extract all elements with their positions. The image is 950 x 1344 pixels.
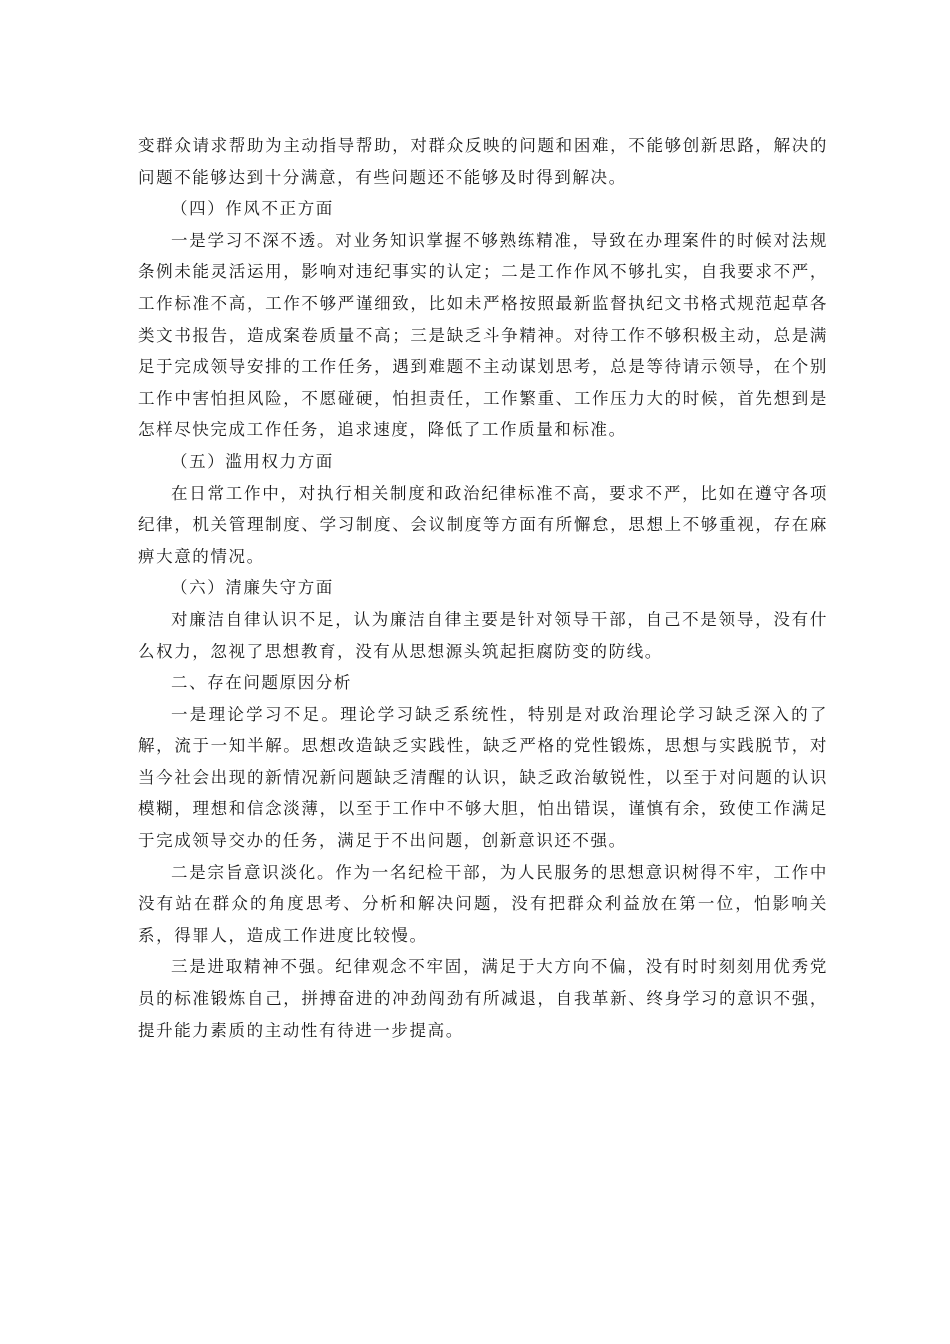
document-body (138, 130, 828, 1046)
paragraph-purpose-awareness: 二是宗旨意识淡化。作为一名纪检干部，为人民服务的思想意识树得不牢，工作中没有站在群众的角度思考、分析和解决问题，没有把群众利益放在第一位，怕影响关系，得罪人，造成工作进度比较慢。 (138, 862, 828, 945)
paragraph-work-style: 一是学习不深不透。对业务知识掌握不够熟练精准，导致在办理案件的时候对法规条例未能灵活运用，影响对违纪事实的认定；二是工作作风不够扎实，自我要求不严，工作标准不高，工作不够严谨细致，比如未严格按照最新监督执纪文书格式规范起草各类文书报告，造成案卷质量不高；三是缺乏斗争精神。对待工作不够积极主动，总是满足于完成领导安排的工作任务，遇到难题不主动谋划思考，总是等待请示领导，在个别工作中害怕担风险，不愿碰硬，怕担责任，工作繁重、工作压力大的时候，首先想到是怎样尽快完成工作任务，追求速度，降低了工作质量和标准。 (138, 230, 828, 440)
paragraph-enterprising-spirit: 三是进取精神不强。纪律观念不牢固，满足于大方向不偏，没有时时刻刻用优秀党员的标准锻炼自己，拼搏奋进的冲劲闯劲有所减退，自我革新、终身学习的意识不强，提升能力素质的主动性有待进一步提高。 (138, 957, 828, 1040)
paragraph-abuse-of-power: 在日常工作中，对执行相关制度和政治纪律标准不高，要求不严，比如在遵守各项纪律，机关管理制度、学习制度、会议制度等方面有所懈怠，思想上不够重视，存在麻痹大意的情况。 (138, 483, 828, 566)
section-heading-4: （四）作风不正方面 (171, 199, 334, 219)
paragraph-continuation: 变群众请求帮助为主动指导帮助，对群众反映的问题和困难，不能够创新思路，解决的问题不能够达到十分满意，有些问题还不能够及时得到解决。 (138, 136, 828, 187)
section-heading-cause-analysis: 二、存在问题原因分析 (171, 673, 352, 693)
section-heading-6: （六）清廉失守方面 (171, 578, 334, 598)
paragraph-integrity: 对廉洁自律认识不足，认为廉洁自律主要是针对领导干部，自己不是领导，没有什么权力，忽视了思想教育，没有从思想源头筑起拒腐防变的防线。 (138, 609, 828, 661)
section-heading-5: （五）滥用权力方面 (171, 451, 334, 471)
paragraph-theory-study: 一是理论学习不足。理论学习缺乏系统性，特别是对政治理论学习缺乏深入的了解，流于一知半解。思想改造缺乏实践性，缺乏严格的党性锻炼，思想与实践脱节，对当今社会出现的新情况新问题缺乏清醒的认识，缺乏政治敏锐性，以至于对问题的认识模糊，理想和信念淡薄，以至于工作中不够大胆，怕出错误，谨慎有余，致使工作满足于完成领导交办的任务，满足于不出问题，创新意识还不强。 (138, 704, 828, 851)
